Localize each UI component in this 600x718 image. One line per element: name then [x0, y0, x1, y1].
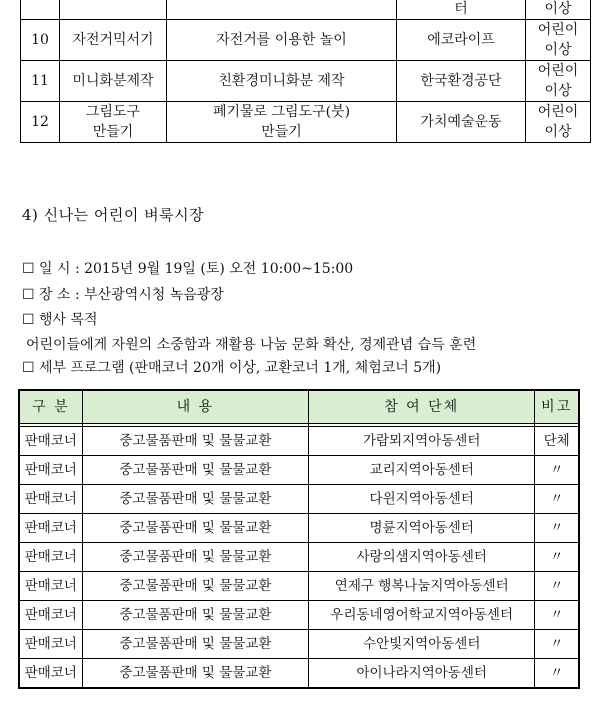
table-row	[19, 543, 579, 572]
content-cell: 중고물품판매 및 물물교환	[82, 630, 308, 659]
org-cell: 교리지역아동센터	[309, 456, 535, 485]
content-cell: 중고물품판매 및 물물교환	[82, 427, 308, 456]
type-cell: 판매코너	[19, 601, 82, 630]
note-cell: 〃	[535, 543, 579, 572]
type-cell: 판매코너	[19, 572, 82, 601]
program-label: ☐ 세부 프로그램 (판매코너 20개 이상, 교환코너 1개, 체험코너 5개)	[22, 360, 442, 376]
program-list-table-continued	[20, 0, 591, 143]
name-line: 그림도구	[85, 104, 141, 120]
content-cell: 중고물품판매 및 물물교환	[82, 514, 308, 543]
content-cell: 중고물품판매 및 물물교환	[82, 456, 308, 485]
name-cell: 미니화분제작	[60, 61, 167, 102]
type-cell: 판매코너	[19, 485, 82, 514]
header-org: 참 여 단체	[309, 390, 535, 424]
target-line: 이상	[544, 83, 572, 99]
content-cell: 중고물품판매 및 물물교환	[82, 659, 308, 689]
org-cell: 명륜지역아동센터	[309, 514, 535, 543]
type-cell: 판매코너	[19, 514, 82, 543]
content-cell: 중고물품판매 및 물물교환	[82, 543, 308, 572]
org-cell: 아이나라지역아동센터	[309, 659, 535, 689]
table-row	[19, 485, 579, 514]
table-header-row	[19, 390, 579, 424]
type-cell: 판매코너	[19, 659, 82, 689]
target-cell: 이상	[526, 0, 591, 20]
table-row	[19, 572, 579, 601]
table-row	[21, 20, 591, 61]
table-row	[19, 427, 579, 456]
org-cell: 연제구 행복나눔지역아동센터	[309, 572, 535, 601]
desc-cell: 자전거를 이용한 놀이	[167, 20, 397, 61]
event-place: ☐ 장 소 : 부산광역시청 녹음광장	[22, 287, 224, 303]
type-cell: 판매코너	[19, 427, 82, 456]
name-cell: 자전거믹서기	[60, 20, 167, 61]
org-cell: 에코라이프	[397, 20, 526, 61]
org-cell: 가치예술운동	[397, 102, 526, 143]
header-type: 구 분	[19, 390, 82, 424]
desc-line: 만들기	[261, 124, 302, 140]
type-cell: 판매코너	[19, 543, 82, 572]
table-row	[19, 659, 579, 689]
content-cell: 중고물품판매 및 물물교환	[82, 485, 308, 514]
no-cell: 10	[21, 20, 60, 61]
org-cell: 터	[397, 0, 526, 20]
target-line: 이상	[544, 42, 572, 58]
note-cell: 〃	[535, 456, 579, 485]
purpose-text: 어린이들에게 자원의 소중함과 재활용 나눔 문화 확산, 경제관념 습득 훈련	[26, 337, 477, 353]
note-cell: 〃	[535, 630, 579, 659]
target-line: 어린이	[537, 22, 579, 38]
event-date: ☐ 일 시 : 2015년 9월 19일 (토) 오전 10:00~15:00	[22, 261, 354, 277]
note-cell: 〃	[535, 601, 579, 630]
org-cell: 가람뫼지역아동센터	[309, 427, 535, 456]
target-line: 이상	[544, 124, 572, 140]
note-cell: 〃	[535, 572, 579, 601]
org-cell: 한국환경공단	[397, 61, 526, 102]
name-cell	[60, 0, 167, 20]
org-cell: 수안빛지역아동센터	[309, 630, 535, 659]
desc-line: 폐기물로 그림도구(붓)	[212, 104, 351, 120]
target-cell	[526, 61, 591, 102]
content-cell: 중고물품판매 및 물물교환	[82, 572, 308, 601]
desc-cell: 친환경미니화분 제작	[167, 61, 397, 102]
table-row	[19, 514, 579, 543]
org-cell: 다윈지역아동센터	[309, 485, 535, 514]
target-cell	[526, 102, 591, 143]
no-cell: 12	[21, 102, 60, 143]
section-title: 4) 신나는 어린이 벼룩시장	[22, 206, 205, 224]
table-row	[19, 456, 579, 485]
name-line: 만들기	[92, 124, 134, 140]
program-detail-table	[18, 389, 580, 689]
desc-cell	[167, 0, 397, 20]
table-row	[21, 61, 591, 102]
type-cell: 판매코너	[19, 630, 82, 659]
purpose-label: ☐ 행사 목적	[22, 312, 98, 328]
table-row	[19, 630, 579, 659]
org-cell: 우리동네영어학교지역아동센터	[309, 601, 535, 630]
no-cell: 11	[21, 61, 60, 102]
target-line: 어린이	[537, 104, 579, 120]
header-content: 내 용	[82, 390, 308, 424]
note-cell: 단체	[535, 427, 579, 456]
type-cell: 판매코너	[19, 456, 82, 485]
desc-cell	[167, 102, 397, 143]
note-cell: 〃	[535, 514, 579, 543]
target-line: 어린이	[537, 63, 579, 79]
header-note: 비고	[535, 390, 579, 424]
org-cell: 사랑의샘지역아동센터	[309, 543, 535, 572]
content-cell: 중고물품판매 및 물물교환	[82, 601, 308, 630]
note-cell: 〃	[535, 659, 579, 689]
table-row	[19, 601, 579, 630]
no-cell	[21, 0, 60, 20]
name-cell	[60, 102, 167, 143]
target-cell	[526, 20, 591, 61]
note-cell: 〃	[535, 485, 579, 514]
table-row	[21, 102, 591, 143]
table-row	[21, 0, 591, 20]
